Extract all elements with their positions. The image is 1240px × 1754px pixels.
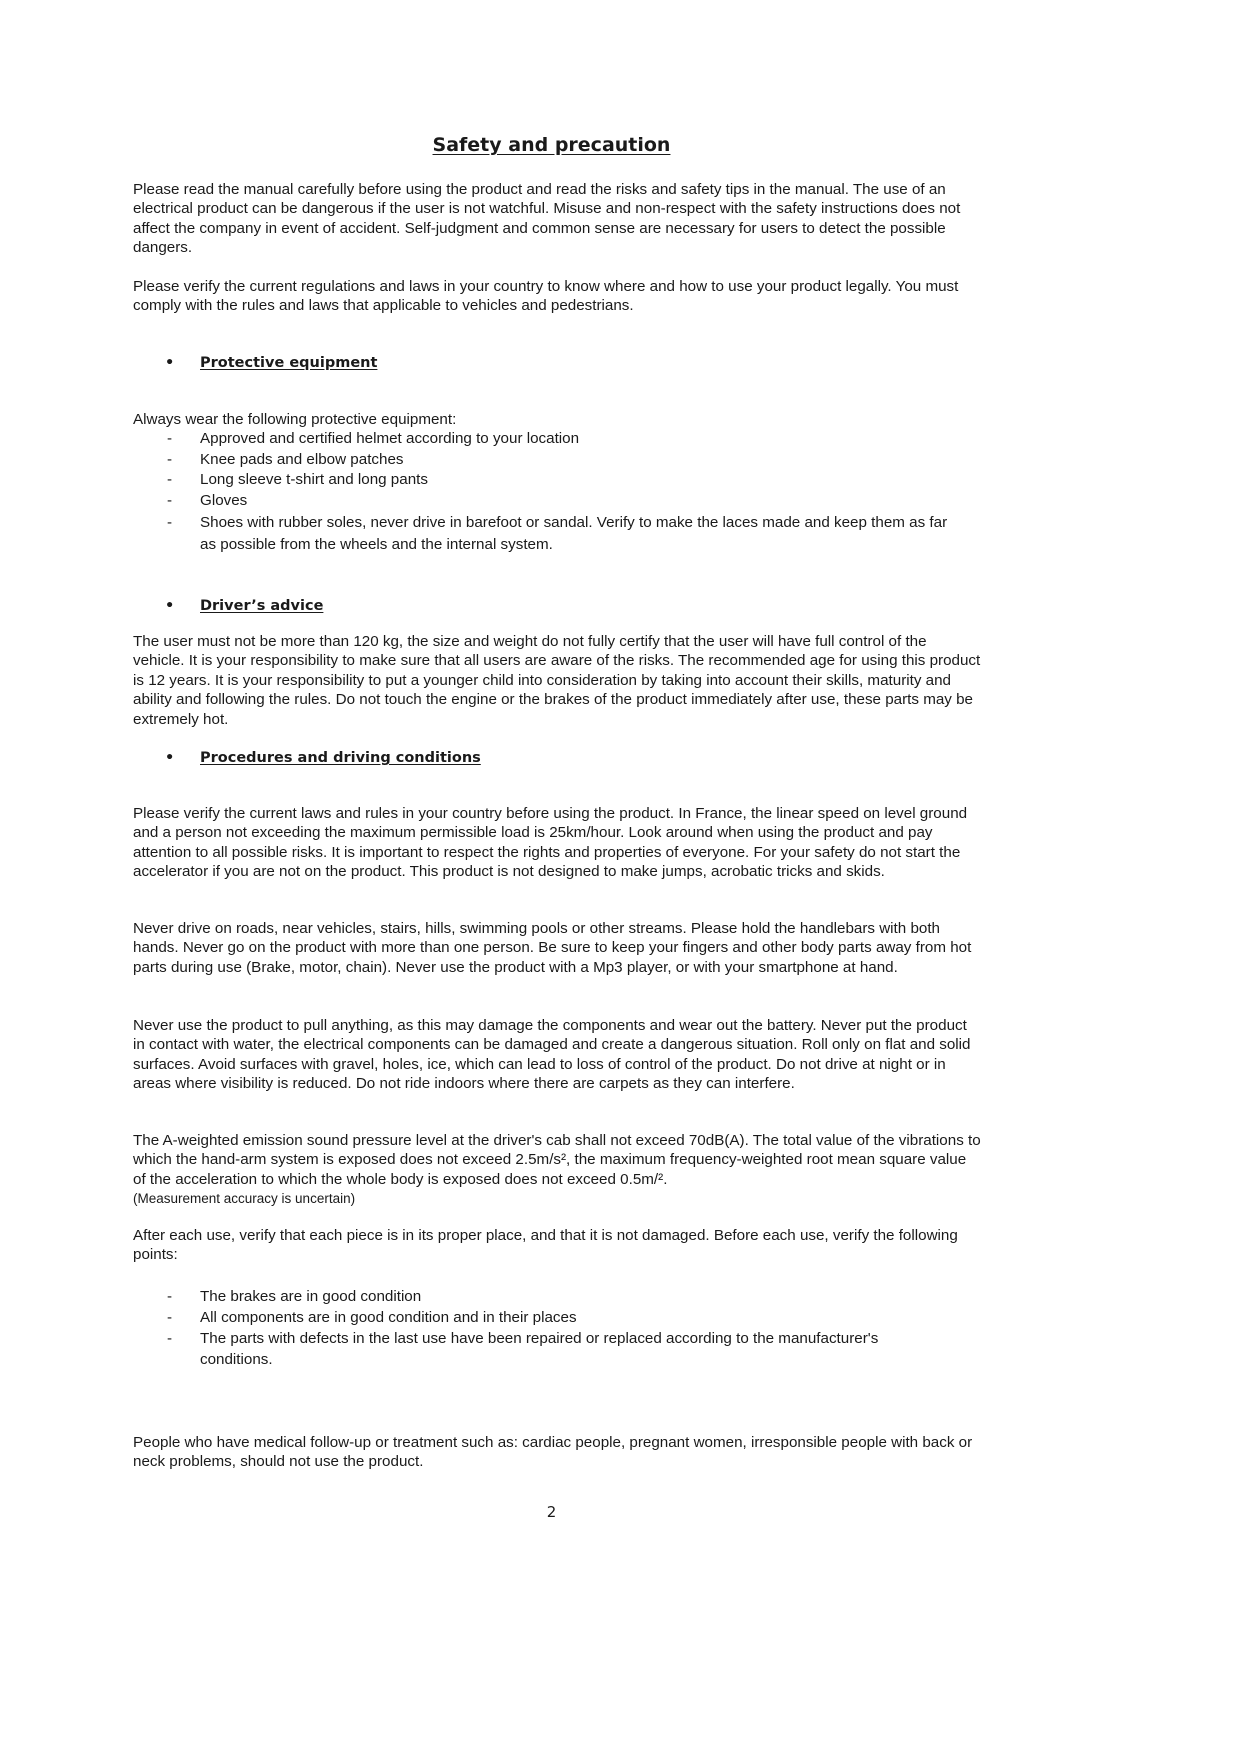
dash-icon: - [167, 1330, 173, 1347]
section-heading-text: Protective equipment [200, 355, 378, 371]
procedures-paragraph-1: Please verify the current laws and rules in your country before using the product. In France, the linear speed on level ground and a person not exceeding the maximum permissible load is 25km/hour. Look around when using the product and pay attention to all possible risks. It is important to respect the rights and properties of everyone. For your safety do not start the accelerator if you are not on the product. This product is not designed to make jumps, acrobatic tricks and skids. [133, 805, 968, 881]
list-item: - Approved and certified helmet according to your location [165, 429, 965, 450]
protective-lead: Always wear the following protective equipment: [133, 411, 457, 428]
dash-icon: - [167, 1309, 173, 1326]
bullet-icon: • [165, 750, 175, 766]
dash-icon: - [167, 471, 173, 489]
list-item: - The brakes are in good condition [167, 1288, 422, 1305]
list-item: - Knee pads and elbow patches [165, 450, 965, 471]
dash-icon: - [167, 513, 173, 531]
list-item: - All components are in good condition and in their places [167, 1309, 577, 1326]
list-item: - The parts with defects in the last use have been repaired or replaced according to the manufacturer's conditions. [167, 1330, 879, 1368]
measurement-note: (Measurement accuracy is uncertain) [133, 1191, 356, 1206]
bullet-icon: • [165, 598, 175, 614]
bullet-icon: • [165, 355, 175, 371]
check-lead-paragraph: After each use, verify that each piece is in its proper place, and that it is not damaged. Before each use, verify the following points: [133, 1227, 958, 1264]
list-item: - Long sleeve t-shirt and long pants [165, 470, 965, 491]
intro-paragraph-2: Please verify the current regulations and laws in your country to know where and how to use your product legally. You must comply with the rules and laws that applicable to vehicles and pedestrians. [133, 278, 959, 315]
final-paragraph: People who have medical follow-up or treatment such as: cardiac people, pregnant women, irresponsible people with back or neck problems, should not use the product. [133, 1434, 973, 1471]
dash-icon: - [167, 450, 173, 468]
dash-icon: - [167, 492, 173, 510]
procedures-paragraph-3: Never use the product to pull anything, as this may damage the components and wear out the battery. Never put the product in contact with water, the electrical components can be damaged and create a dangerous situation. Roll only on flat and solid surfaces. Avoid surfaces with gravel, holes, ice, which can lead to loss of control of the product. Do not drive at night or in areas where visibility is reduced. Do not ride indoors where there are carpets as they can interfere. [133, 1017, 971, 1093]
procedures-paragraph-2: Never drive on roads, near vehicles, stairs, hills, swimming pools or other streams. Please hold the handlebars with both hands. Never go on the product with more than one person. Be sure to keep your fingers and other body parts away from hot parts during use (Brake, motor, chain). Never use the product with a Mp3 player, or with your smartphone at hand. [133, 920, 972, 976]
protective-equipment-list [165, 429, 965, 556]
list-item: - Shoes with rubber soles, never drive in barefoot or sandal. Verify to make the laces made and keep them as far as possible from the wheels and the internal system. [167, 513, 948, 553]
intro-paragraph-1: Please read the manual carefully before using the product and read the risks and safety tips in the manual. The use of an electrical product can be dangerous if the user is not watchful. Misuse and non-respect with the safety instructions does not affect the company in event of accident. Self-judgment and common sense are necessary for users to detect the possible dangers. [133, 181, 961, 257]
drivers-advice-paragraph: The user must not be more than 120 kg, the size and weight do not fully certify that the user will have full control of the vehicle. It is your responsibility to make sure that all users are aware of the risks. The recommended age for using this product is 12 years. It is your responsibility to put a younger child into consideration by taking into account their skills, maturity and ability and following the rules. Do not touch the engine or the brakes of the product immediately after use, these parts may be extremely hot. [133, 633, 981, 728]
page-title: Safety and precaution [432, 134, 671, 156]
dash-icon: - [167, 430, 173, 447]
list-item: - Gloves [165, 491, 965, 512]
procedures-paragraph-4: The A-weighted emission sound pressure level at the driver's cab shall not exceed 70dB(A). The total value of the vibrations to which the hand-arm system is exposed does not exceed 2.5m/s², the maximum frequency-weighted root mean square value of the acceleration to which the whole body is exposed does not exceed 0.5m/². [133, 1132, 981, 1188]
section-heading-text: Procedures and driving conditions [200, 750, 481, 766]
check-points-list [165, 1286, 955, 1370]
page-number: 2 [546, 1503, 557, 1521]
section-heading-text: Driver’s advice [200, 598, 324, 614]
dash-icon: - [167, 1288, 173, 1305]
